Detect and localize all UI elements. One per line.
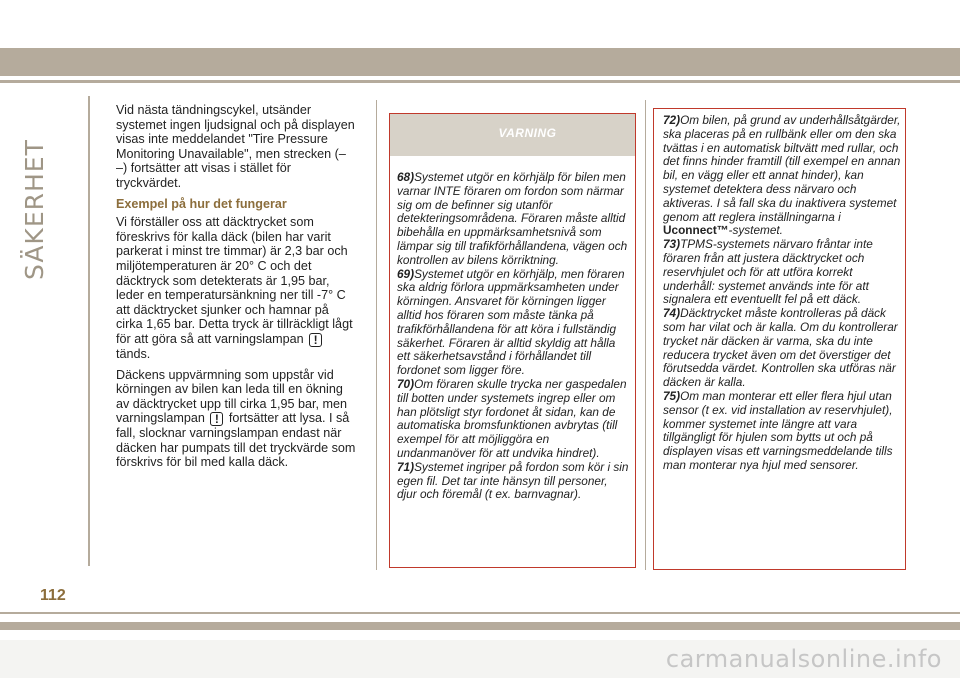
note-text: [663, 114, 901, 473]
warning-title: VARNING: [498, 126, 557, 140]
paragraph-2: Vi förställer oss att däcktrycket som föreskrivs för kalla däck (bilen har varit parkerat i minst tre timmar) är 2,3 bar och miljötemperaturen är 20° C och det däcktryck som detekterats är 1,95 bar, leder en temperatursänkning ner till -7° C att däcktrycket sjunker och hamnar på cirka 1,65 bar. Detta tryck är tillräckligt lågt för att göra så att varningslampan ! tänds.: [116, 215, 353, 361]
warning-text: [397, 171, 629, 502]
tire-pressure-warning-icon: !: [210, 412, 223, 426]
footer-band: [0, 622, 960, 630]
note-item: 72)Om bilen, på grund av underhållsåtgärder, ska placeras på en rullbänk eller om den ska tvättas i en automatisk biltvätt med rullar, och det finns hinder framtill (till exempel en annan bil, en vägg eller ett annat hinder), kan systemet detektera dess närvaro och aktiveras. I så fall ska du inaktivera systemet genom att reglera inställningarna i Uconnect™-systemet.: [663, 113, 901, 238]
section-tab: SÄKERHET: [20, 139, 49, 280]
paragraph-3: Däckens uppvärmning som uppstår vid körningen av bilen kan leda till en ökning av däcktrycket upp till cirka 1,95 bar, men varningslampan ! fortsätter att lysa. I så fall, slocknar varningslampan endast när däcken har pumpats till det tryckvärde som förskrivs för bil med kalla däck.: [116, 367, 356, 470]
warning-item: 68)Systemet utgör en körhjälp för bilen men varnar INTE föraren om fordon som närmar sig om de befinner sig utanför detekteringsområdena. Föraren måste alltid bibehålla en uppmärksamhetsnivå som lämpar sig till trafikförhållandena, vägen och kontrollen av bilens körriktning.: [397, 170, 628, 267]
watermark: carmanualsonline.info: [665, 645, 942, 673]
note-item: 73)TPMS-systemets närvaro fråntar inte föraren från att justera däcktrycket och reservhjulet och för att utföra korrekt underhåll: systemet används inte för att signalera ett eventuellt fel på ett däck.: [663, 237, 873, 307]
paragraph-1: Vid nästa tändningscykel, utsänder systemet ingen ljudsignal och på displayen visas inte meddelandet "Tire Pressure Monitoring Unavailable", men strecken (– –) fortsätter att visas i stället för tryckvärdet.: [116, 103, 355, 190]
section-divider: [88, 96, 90, 566]
warning-item: 69)Systemet utgör en körhjälp, men föraren ska aldrig förlora uppmärksamheten under körningen. Ansvaret för körningen ligger alltid hos föraren som måste tänka på trafikförhållandena för att köra i fullständig säkerhet. Föraren är alltid skyldig att hålla ett säkerhetsavstånd i förhållandet till fordonet som ligger före.: [397, 266, 625, 378]
warning-item: 71)Systemet ingriper på fordon som kör i sin egen fil. Det tar inte hänsyn till personer, djur och föremål (t ex. barnvagnar).: [397, 459, 629, 502]
section-heading: Exempel på hur det fungerar: [116, 196, 287, 211]
warning-header: [390, 114, 635, 156]
tire-pressure-warning-icon: !: [309, 333, 322, 347]
column-divider: [645, 100, 646, 570]
header-rule: [0, 80, 960, 83]
header-band: [0, 48, 960, 76]
footer-rule: [0, 612, 960, 614]
note-box: [653, 108, 906, 570]
note-item: 75)Om man monterar ett eller flera hjul utan sensor (t ex. vid installation av reservhjulet), kommer systemet inte längre att vara tillgängligt för hjulen som bytts ut och på displayen visas ett varningsmeddelande tills man monterar nya hjul med sensorer.: [663, 388, 893, 472]
warning-item: 70)Om föraren skulle trycka ner gaspedalen till botten under systemets ingrep eller om han plötsligt styr fordonet åt sidan, kan de automatiska bromsfunktionen avbrytas (till exempel för att möjliggöra en undanmanöver för att undvika hindret).: [397, 376, 627, 460]
note-item: 74)Däcktrycket måste kontrolleras på däck som har vilat och är kalla. Om du kontrollerar trycket när däcken är varma, ska du inte reducera trycket även om det överstiger det förutsedda värdet. Kontrollen ska utföras när däcken är kalla.: [663, 306, 898, 390]
body-column: [116, 103, 356, 476]
column-divider: [376, 100, 377, 570]
warning-box: [389, 113, 636, 568]
page-number: 112: [40, 587, 66, 604]
